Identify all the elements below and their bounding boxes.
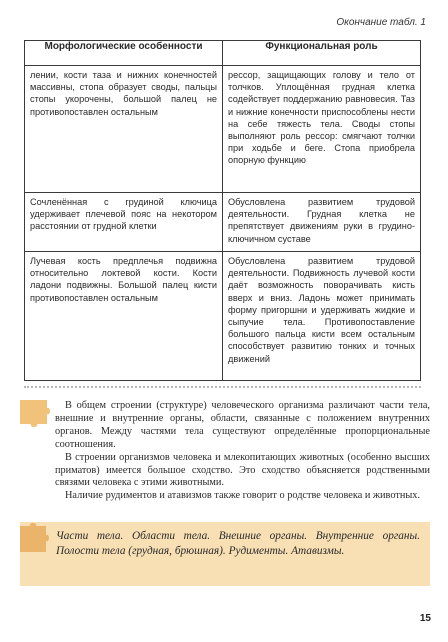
- table-cell-function: Обусловлена развитием трудовой деятельности. Подвижность лучевой кости даёт возможность поворачивать кисть вверх и вниз. Ладонь может принимать форму пригоршни и удерживать жидкие и сыпучие тела. Противопоставление большого пальца кисти всем остальным способствует развитию тонких и точных движений: [223, 252, 421, 381]
- summary-text: [55, 400, 430, 503]
- table-cell-morphology: Сочленённая с грудиной ключица удерживает плечевой пояс на некотором расстоянии от грудной клетки: [25, 193, 223, 252]
- table-caption: Окончание табл. 1: [336, 17, 426, 28]
- table-cell-morphology: Лучевая кость предплечья подвижна относительно локтевой кости. Кости ладони подвижны. Большой палец кисти противопоставлен остальным: [25, 252, 223, 381]
- table-cell-morphology: лении, кости таза и нижних конечностей массивны, стопа образует своды, пальцы стопы укорочены, большой палец не противопоставлен остальным: [25, 66, 223, 193]
- summary-paragraph: В общем строении (структуре) человеческого организма различают части тела, внешние и внутренние органы, области, связанные с положением внутренних органов. Между частями тела существуют определённые пропорциональные соотношения.: [55, 400, 430, 450]
- table-cell-function: рессор, защищающих голову и тело от толчков. Уплощённая грудная клетка содействует поддержанию равновесия. Таз и нижние конечности приспособлены нести на себе тяжесть тела. Своды стопы выполняют роль рессор: смягчают толчки при ходьбе и беге. Стопа приобрела опорную функцию: [223, 66, 421, 193]
- summary-paragraph: Наличие рудиментов и атавизмов также говорит о родстве человека и животных.: [65, 490, 421, 502]
- page-number: 15: [419, 613, 431, 624]
- summary-paragraph: В строении организмов человека и млекопитающих животных (особенно высших приматов) имеется большое сходство. Это сходство объясняется родственными связями человека с этими животными.: [55, 451, 430, 489]
- table-row: [25, 252, 421, 381]
- puzzle-piece-icon: [20, 522, 50, 556]
- table-header-row: [25, 41, 421, 66]
- table-cell-function: Обусловлена развитием трудовой деятельности. Грудная клетка не препятствует движениям руки в грудино-ключичном суставе: [223, 193, 421, 252]
- morphology-table: [24, 40, 421, 381]
- key-terms-block: [20, 522, 430, 586]
- table-row: [25, 193, 421, 252]
- table-row: [25, 66, 421, 193]
- key-terms-text: Части тела. Области тела. Внешние органы. Внутренние органы. Полости тела (грудная, брюшная). Рудименты. Атавизмы.: [56, 530, 420, 557]
- column-header-morphology: Морфологические особенности: [25, 41, 223, 66]
- summary-block: [20, 400, 430, 512]
- column-header-function: Функциональная роль: [223, 41, 421, 66]
- puzzle-piece-icon: [20, 400, 50, 430]
- dotted-separator: [24, 386, 421, 388]
